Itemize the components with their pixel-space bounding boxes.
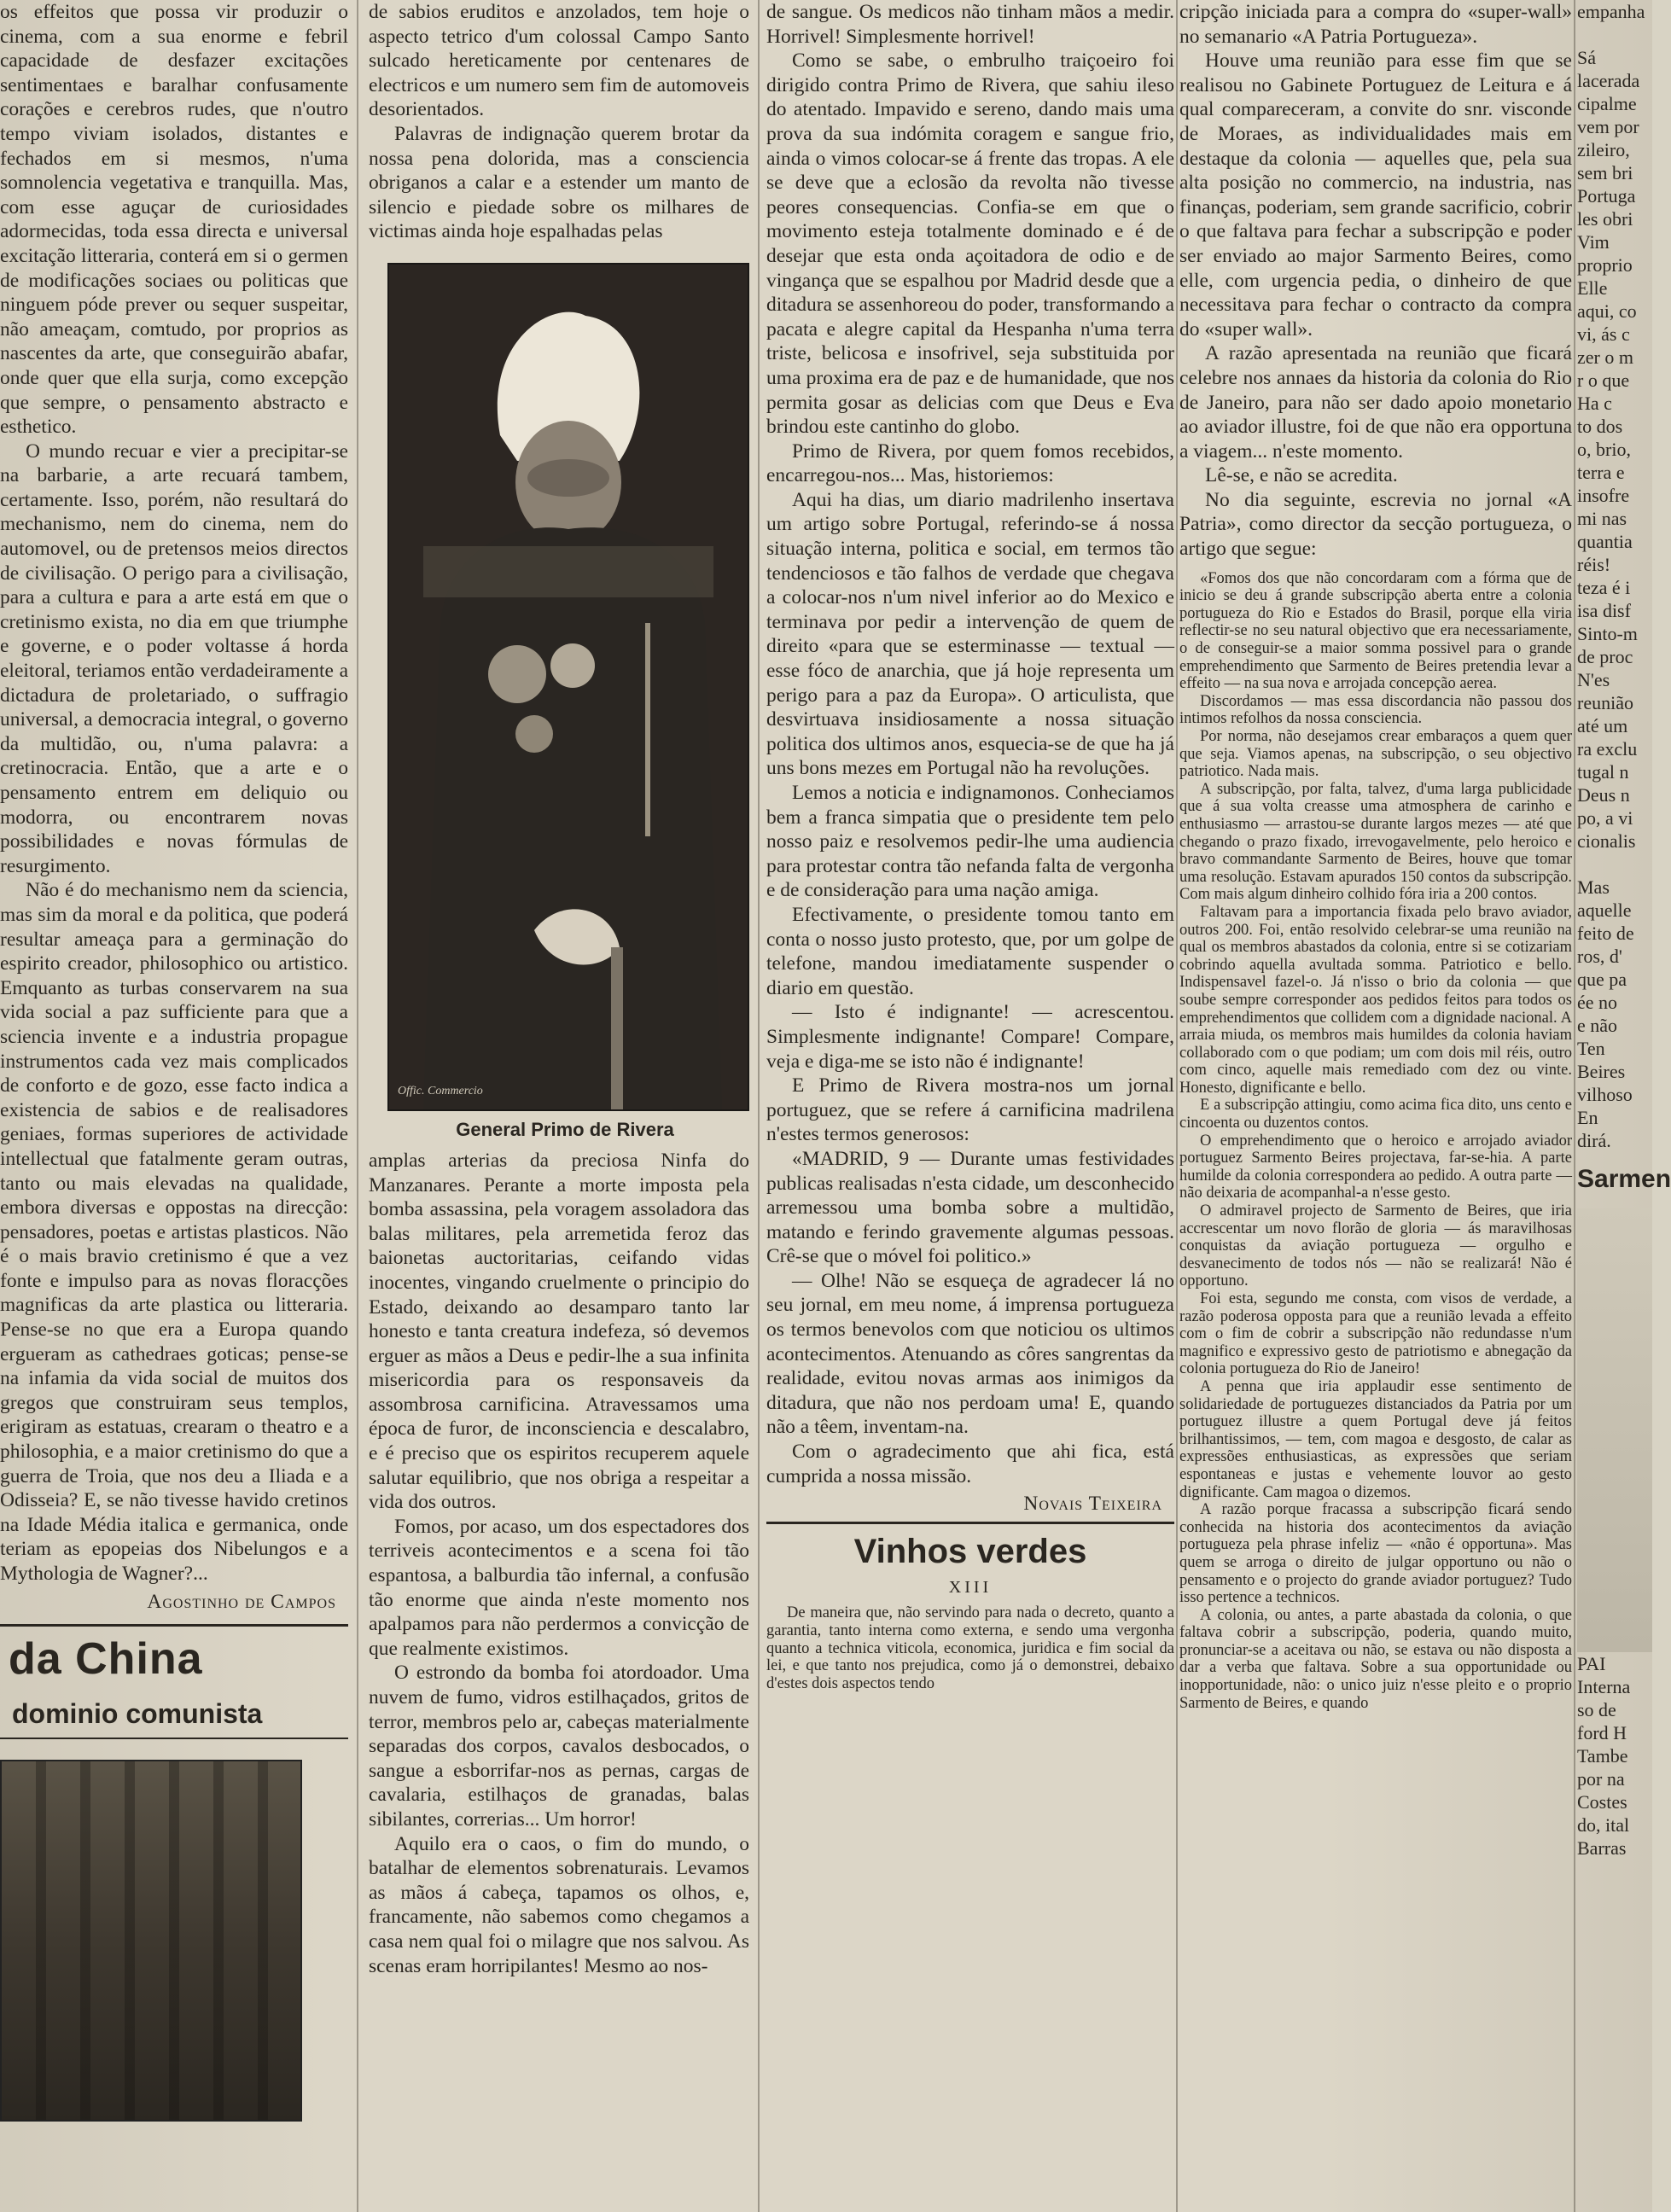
col5-line: ra exclu (1577, 738, 1638, 760)
col5-line: Portuga (1577, 185, 1636, 207)
col5-line: vem por (1577, 116, 1639, 137)
col5-line: Vim (1577, 231, 1610, 253)
col2-paragraph: O estrondo da bomba foi atordoador. Uma nuvem de fumo, vidros estilhaçados, gritos de terror, membros pelo ar, cabeças materialmente separadas dos corpos, cavalos desbocados, o sangue a esborrifar-nos as pernas, cargas de cavalaria, estilhaços de granadas, balas sibilantes, correrias... Um horror! (369, 1662, 749, 1831)
col5-line: ford H (1577, 1722, 1627, 1743)
col5-line: insofre (1577, 485, 1630, 506)
col5-line: Elle (1577, 277, 1608, 299)
china-headline: da China (9, 1634, 203, 1685)
portrait-photo (387, 263, 749, 1111)
column-3 (766, 0, 1174, 2212)
quote-paragraph: O emprehendimento que o heroico e arrojado aviador portuguez Sarmento Beires projectava, far-se-hia. A parte humilde da colonia correspondera ao pedido. A outra parte — não deixaria de acompanhal-a n'esse gesto. (1179, 1132, 1572, 1202)
col3-paragraph: Primo de Rivera, por quem fomos recebidos, encarregou-nos... Mas, historiemos: (766, 439, 1174, 487)
column-1 (0, 0, 348, 2212)
col5-line: Interna (1577, 1676, 1631, 1697)
col1-paragraph: os effeitos que possa vir produzir o cinema, com a sua enorme e febril capacidade de desfazer excitações sentimentaes e baralhar confusamente corações e cerebros rudes, que n'outro tempo viviam isolados, distantes e fechados em si mesmos, n'uma somnolencia vegetativa e tranquilla. Mas, com esse aguçar de curiosidades adormecidas, toda essa directa e universal excitação litteraria, conterá em si o germen de modificações sociaes ou politicas que ninguem póde prever ou sequer suspeitar, não ameaçam, comtudo, por proprios as nascentes da arte, que conseguirão abafar, onde quer que ella surja, como excepção que sempre, o pensamento abstracto e esthetico. (0, 1, 348, 439)
col3-paragraph: Com o agradecimento que ahi fica, está cumprida a nossa missão. (766, 1441, 1174, 1487)
col5-line: Beires (1577, 1061, 1626, 1082)
col5-line: zer o m (1577, 346, 1633, 368)
china-photo (0, 1760, 302, 2122)
quote-paragraph: Por norma, não desejamos crear embaraços a quem quer que seja. Viamos apenas, na subscripção, o seu objectivo patriotico. Nada mais. (1179, 728, 1572, 781)
portrait-illustration (389, 265, 748, 1109)
col5-line: aquelle (1577, 899, 1632, 921)
col5-text (1577, 0, 1652, 1152)
col5-line: so de (1577, 1699, 1616, 1720)
col5-line: Costes (1577, 1791, 1627, 1813)
quote-paragraph: O admiravel projecto de Sarmento de Beires, que iria accrescentar um novo florão de gloria — ás maravilhosas conquistas da aviação portugueza — orgulho e desvanecimento de todos nós — não se realizará! Não é opportuno. (1179, 1202, 1572, 1290)
col5-line: quantia (1577, 531, 1633, 552)
col5-line: réis! (1577, 554, 1611, 575)
divider (0, 1624, 348, 1627)
china-subheadline: dominio comunista (0, 1697, 348, 1739)
quote-paragraph: Discordamos — mas essa discordancia não passou dos intimos refolhos da nossa consciencia. (1179, 692, 1572, 728)
quote-paragraph: A razão porque fracassa a subscripção ficará sendo conhecida na historia dos acontecimentos da aviação portugueza pela phrase infeliz — «não é opportuna». Mas quem se arroga o direito de julgar opportuno ou não o pensamento e o projecto do grande aviador portuguez? Tudo isso pertence a technicos. (1179, 1501, 1572, 1607)
col5-line: dirá. (1577, 1130, 1611, 1151)
col5-headline: Sarmen (1577, 1165, 1671, 1193)
divider (766, 1522, 1174, 1524)
col3-paragraph: — Olhe! Não se esqueça de agradecer lá no seu jornal, em meu nome, á imprensa portugueza os termos benevolos com que noticiou os ultimos acontecimentos. Atenuando as côres sangrentas da realidade, evitou novas armas aos inimigos da ditadura, que não nos perdoam uma! E, quando não a têem, inventam-na. (766, 1269, 1174, 1439)
col4-paragraph: No dia seguinte, escrevia no jornal «A Patria», como director da secção portugueza, o artigo que segue: (1179, 488, 1572, 561)
col5-line: PAI (1577, 1653, 1606, 1674)
col5-line: que pa (1577, 969, 1627, 990)
col5-line: ée no (1577, 992, 1618, 1013)
column-divider (758, 0, 760, 2212)
col3-paragraph: E Primo de Rivera mostra-nos um jornal portuguez, que se refere á carnificina madrilena n'estes termos generosos: (766, 1074, 1174, 1146)
col3-paragraph: de sangue. Os medicos não tinham mãos a medir. Horrivel! Simplesmente horrivel! (766, 1, 1174, 48)
col5-line: do, ital (1577, 1814, 1630, 1836)
col5-line (1577, 853, 1652, 876)
quoted-article (1179, 570, 1572, 1713)
vinhos-number: XIII (948, 1577, 993, 1597)
col5-bottom-text (1577, 1652, 1652, 1860)
col3-paragraph: Lemos a noticia e indignamonos. Conheciamos bem a franca simpatia que o presidente tem pelo nosso paiz e resolvemos pedir-lhe uma audiencia para protestar contra tão nefanda falta de vergonha e de consideração para uma nação amiga. (766, 782, 1174, 902)
col3-paragraph: — Isto é indignante! — acrescentou. Simplesmente indignante! Compare! Compare, veja e diga-me se isto não é indignante! (766, 1001, 1174, 1073)
col2-paragraph: amplas arterias da preciosa Ninfa do Manzanares. Perante a morte imposta pela bomba assassina, pela voragem assoladora das balas militares, pela arremetida feroz das baionetas auctoritarias, ceifando vidas inocentes, vingando cruelmente o principio do Estado, deixando ao desamparo tanto lar honesto e tanta creatura indefeza, só devemos erguer as mãos a Deus e pedir-lhe a sua infinita misericordia para os responsaveis da assombrosa carnificina. Atravessamos uma época de furor, de inconsciencia e descalabro, e é preciso que os espiritos recuperem aquele salutar equilibrio, que nos obriga a respeitar a vida dos outros. (369, 1149, 749, 1514)
col5-line: po, a vi (1577, 807, 1633, 829)
china-article (0, 1624, 348, 2122)
col5-line: até um (1577, 715, 1628, 736)
column-divider (1176, 0, 1178, 2212)
photo-credit: Offic. Commercio (398, 1085, 483, 1098)
col5-line: o, brio, (1577, 439, 1631, 460)
quote-paragraph: A colonia, ou antes, a parte abastada da colonia, o que faltava cobrir a subscripção, poderia, quando muito, pronunciar-se a aceitava ou não, se estava ou não disposta a dar a verba que faltava. Sobre a sua opportunidade ou inopportunidade, não: o unico juiz n'esse pleito e o proprio Sarmento de Beires, e quando (1179, 1606, 1572, 1712)
col5-line: mi nas (1577, 508, 1627, 529)
col5-line: zileiro, (1577, 139, 1630, 160)
column-divider (357, 0, 358, 2212)
col5-photo (1577, 1208, 1652, 1652)
col2-paragraph: Aquilo era o caos, o fim do mundo, o batalhar de elementos sobrenaturais. Levamos as mãos á cabeça, tapamos os olhos, e, francamente, não sabemos como chegamos a casa nem qual foi o milagre que nos salvou. As scenas eram horripilantes! Mesmo ao nos- (369, 1832, 749, 1977)
col4-paragraph: Houve uma reunião para esse fim que se realisou no Gabinete Portuguez de Leitura e á qual compareceram, a convite do snr. visconde de Moraes, as individualidades mais em destaque da colonia — aquelles que, pela sua alta posição no commercio, na industria, nas finanças, poderiam, sem grande sacrificio, cobrir o que faltava para fechar a subscripção e poder ser enviado ao major Sarmento Beires, como elle, com urgencia pedia, o dinheiro de que necessitava para fechar o contracto da compra do «super wall». (1179, 49, 1572, 341)
col5-line: Barras (1577, 1837, 1627, 1859)
col2-paragraph: de sabios eruditos e anzolados, tem hoje o aspecto tetrico d'um colossal Campo Santo sulcado hereticamente por centenares de electricos e um numero sem fim de automoveis desorientados. (369, 1, 749, 121)
portrait-figure (369, 251, 725, 1149)
col4-paragraph: Lê-se, e não se acredita. (1205, 464, 1398, 487)
col5-line: aqui, co (1577, 300, 1637, 322)
col5-line: empanha (1577, 1, 1645, 22)
col5-line: ros, d' (1577, 946, 1622, 967)
col5-line: proprio (1577, 254, 1633, 276)
col5-line: Ten (1577, 1038, 1605, 1059)
col5-line: Sinto-m (1577, 623, 1638, 644)
col4-paragraph: A razão apresentada na reunião que ficará celebre nos annaes da historia da colonia do Rio de Janeiro, para não ser dado apoio monetario ao aviador illustre, foi de que não era opportuna a viagem... n'este momento. (1179, 342, 1572, 463)
col5-line: lacerada (1577, 70, 1640, 91)
col5-line: cionalis (1577, 830, 1636, 852)
col3-paragraph: «MADRID, 9 — Durante umas festividades publicas realisadas n'esta cidade, um desconhecido arremessou uma bomba sobre a multidão, matando e ferindo gravemente algumas pessoas. Crê-se que o móvel foi politico.» (766, 1147, 1174, 1268)
col5-line: vilhoso (1577, 1084, 1633, 1105)
photo-caption: General Primo de Rivera (456, 1118, 674, 1140)
col5-line: En (1577, 1107, 1598, 1128)
col3-paragraph: Aqui ha dias, um diario madrilenho insertava um artigo sobre Portugal, referindo-se á nossa situação interna, politica e social, em termos tão tendenciosos e tão falhos de verdade que chegava a colocar-nos n'um nivel inferior ao do Mexico e terminava por pedir a intervenção de quem de direito «para que se esterminasse — textual — esse fóco de anarchia, que já hoje representa um perigo para a paz da Europa». O articulista, que desvirtuava insidiosamente a nossa situação politica dos ultimos anos, esquecia-se de que ha já uns bons mezes em Portugal não ha revoluções. (766, 488, 1174, 780)
col2-paragraph: Fomos, por acaso, um dos espectadores dos terriveis acontecimentos e a scena foi tão espantosa, a balburdia tão infernal, a confusão tão enorme que ainda n'este momento nos apalpamos para não perdermos a convicção de que realmente existimos. (369, 1515, 749, 1660)
col1-paragraph: O mundo recuar e vier a precipitar-se na barbarie, a arte recuará tambem, certamente. Isso, porém, não resultará do mechanismo, nem do cinema, nem do automovel, ou de pretensos meios directos de civilisação. O perigo para a civilisação, para a cultura e para a arte está em que o cretinismo exista, no dia em que triumphe e governe, e o poder voltasse á horda eleitoral, teriamos então verdadeiramente a dictadura de proletariado, o suffragio universal, a democracia integral, o governo da multidão, ou, n'uma palavra: a cretinocracia. Então, que a arte e o pensamento entrem em deliquio ou modorra, ou encontrarem novas possibilidades e novas fórmulas de resurgimento. (0, 439, 348, 877)
col5-line: vi, ás c (1577, 323, 1630, 345)
col5-line: Deus n (1577, 784, 1630, 806)
quote-paragraph: «Fomos dos que não concordaram com a fórma que de inicio se deu á grande subscripção aberta entre a colonia portugueza do Rio e Estados do Brasil, porque ella viria reflectir-se no seu natural objectivo que era necessariamente, o de conseguir-se a maior somma possivel para o grande emprehendimento que Sarmento de Beires pretendia levar a effeito — na sua nova e arrojada concepção aerea. (1179, 569, 1572, 693)
col5-line: teza é i (1577, 577, 1631, 598)
col5-line: Ha c (1577, 393, 1612, 414)
author-signature: Agostinho de Campos (147, 1590, 336, 1613)
col5-line: Mas (1577, 876, 1610, 898)
col5-line: feito de (1577, 923, 1634, 944)
quote-paragraph: Foi esta, segundo me consta, com visos de verdade, a razão poderosa opposta para que a reunião levada a effeito com o fim de cobrir a subscripção não redundasse n'um magnifico e expressivo gesto de patriotismo e abnegação da colonia portugueza do Rio de Janeiro! (1179, 1290, 1572, 1378)
col3-paragraph: Efectivamente, o presidente tomou tanto em conta o nosso justo protesto, que, por um golpe de telefone, mandou imediatamente suspender o diario em questão. (766, 903, 1174, 999)
vinhos-headline: Vinhos verdes (853, 1532, 1087, 1570)
col5-line: les obri (1577, 208, 1633, 230)
col5-line: sem bri (1577, 162, 1633, 183)
col5-line: to dos (1577, 416, 1623, 437)
author-signature: Novais Teixeira (1023, 1493, 1162, 1516)
col5-line: e não (1577, 1015, 1618, 1036)
col5-line: por na (1577, 1768, 1625, 1790)
col2-paragraph: Palavras de indignação querem brotar da nossa pena dolorida, mas a consciencia obriganos a calar e a estender um manto de silencio e piedade sobre os milhares de victimas ainda hoje espalhadas pelas (369, 122, 749, 243)
column-2 (369, 0, 749, 2212)
quote-paragraph: A subscripção, por falta, talvez, d'uma larga publicidade que á sua volta creasse uma atmosphera de carinho e enthusiasmo — arrastou-se durante largos mezes — até que chegando o prazo fixado, irrevogavelmente, pelo heroico e bravo commandante Sarmento de Beires, houve que tomar uma resolução. Estavam apurados 150 contos da subscripção. Com mais algum dinheiro colhido fóra iria a 200 contos. (1179, 780, 1572, 904)
col4-paragraph: cripção iniciada para a compra do «super-wall» no semanario «A Patria Portugueza». (1179, 1, 1572, 48)
quote-paragraph: A penna que iria applaudir esse sentimento de solidariedade de portuguezes distanciados da Patria por um portuguez illustre a quem Portugal deve já feitos brilhantissimos, — tem, com magoa e desgosto, de calar as expressões enthusiasticas, as expressões que seriam espontaneas e justas e vehemente louvor ao gesto dignificante. Cam magoa o dizemos. (1179, 1377, 1572, 1501)
col5-line: isa disf (1577, 600, 1631, 621)
col5-line: terra e (1577, 462, 1625, 483)
col5-line (1577, 23, 1652, 46)
column-4 (1179, 0, 1572, 2212)
col5-line: Tambe (1577, 1745, 1628, 1767)
quote-paragraph: Faltavam para a importancia fixada pelo bravo aviador, outros 200. Foi, então resolvido celebrar-se uma reunião na qual os membros abastados da colonia, entre si se cotizariam cobrindo aquella avultada somma. Patriotico e bello. Indispensavel fazel-o. Já n'isso o brio da colonia — que soube sempre corresponder aos pedidos feitos para todos os emprehendimentos que collidem com a dignidade nacional. A arraia miuda, os membros mais humildes da colonia haviam collaborado com o que podiam; um com dois mil réis, outro com cinco, aquelle mais remediado com dez ou vinte. Honesto, dignificante e bello. (1179, 903, 1572, 1097)
quote-paragraph: E a subscripção attingiu, como acima fica dito, uns cento e cincoenta ou duzentos contos. (1179, 1097, 1572, 1132)
vinhos-paragraph: De maneira que, não servindo para nada o decreto, quanto a garantia, tanto interna como externa, e sendo uma vergonha quanto a technica viticola, economica, juridica e fim social da lei, e que tanto nos prejudica, como já o demonstrei, debaixo d'estes dois aspectos tendo (766, 1604, 1174, 1692)
col5-line: N'es (1577, 669, 1610, 690)
column-divider (1574, 0, 1575, 2212)
column-5 (1577, 0, 1671, 2212)
col5-line: r o que (1577, 370, 1630, 391)
col5-line: Sá (1577, 47, 1596, 68)
col5-line: cipalme (1577, 93, 1637, 114)
col1-paragraph: Não é do mechanismo nem da sciencia, mas sim da moral e da politica, que poderá resultar ameaça para a germinação do espirito creador, philosophico ou artistico. Emquanto as turbas conservarem na sua vida social a paz sufficiente para que a sciencia invente e a industria propague instrumentos cada vez mais complicados de conforto e de gozo, esse facto indica a existencia de sabios e de realisadores geniaes, formas superiores de actividade intellectual que fatalmente geram outras, tanto ou mais elevadas na qualidade, embora diversas e oppostas na direcção: pensadores, poetas e artistas plasticos. Não é o mais bravio cretinismo é que a vez fonte e impulso para as novas floracções magnificas da arte plastica ou litteraria. Pense-se no que era a Europa quando ergueram as cathedraes goticas; pense-se na infamia da vida social de muitos dos gregos que construiram seus templos, erigiram as estatuas, crearam o theatro e a philosophia, e a maior cretinismo do que a guerra de Troia, que nos deu a Iliada e a Odisseia? E, se não tivesse havido cretinos na Idade Média italica e germanica, onde teriam as epopeias dos Nibelungos e a Mythologia de Wagner?... (0, 879, 348, 1585)
col3-paragraph: Como se sabe, o embrulho traiçoeiro foi dirigido contra Primo de Rivera, que sahiu ileso do atentado. Impavido e sereno, dando mais uma prova da sua indómita coragem e sangue frio, ainda o vimos colocar-se á frente das tropas. A ele se deve que a eclosão da revolta não tivesse peores consequencias. Confia-se em que o movimento esteja totalmente dominado e é de desejar que esta onda açoitadora de odio e de vingança que se espalhou por Madrid desde que a ditadura se assenhoreou do poder, transformando a pacata e alegre capital da Hespanha n'uma terra triste, belicosa e insofrivel, seja substituida por uma proxima era de paz e de humanidade, que nos permita gosar as delicias com que Deus e Eva brindou este cantinho do globo. (766, 49, 1174, 439)
col5-line: tugal n (1577, 761, 1629, 783)
col5-line: de proc (1577, 646, 1633, 667)
col5-line: reunião (1577, 692, 1633, 713)
